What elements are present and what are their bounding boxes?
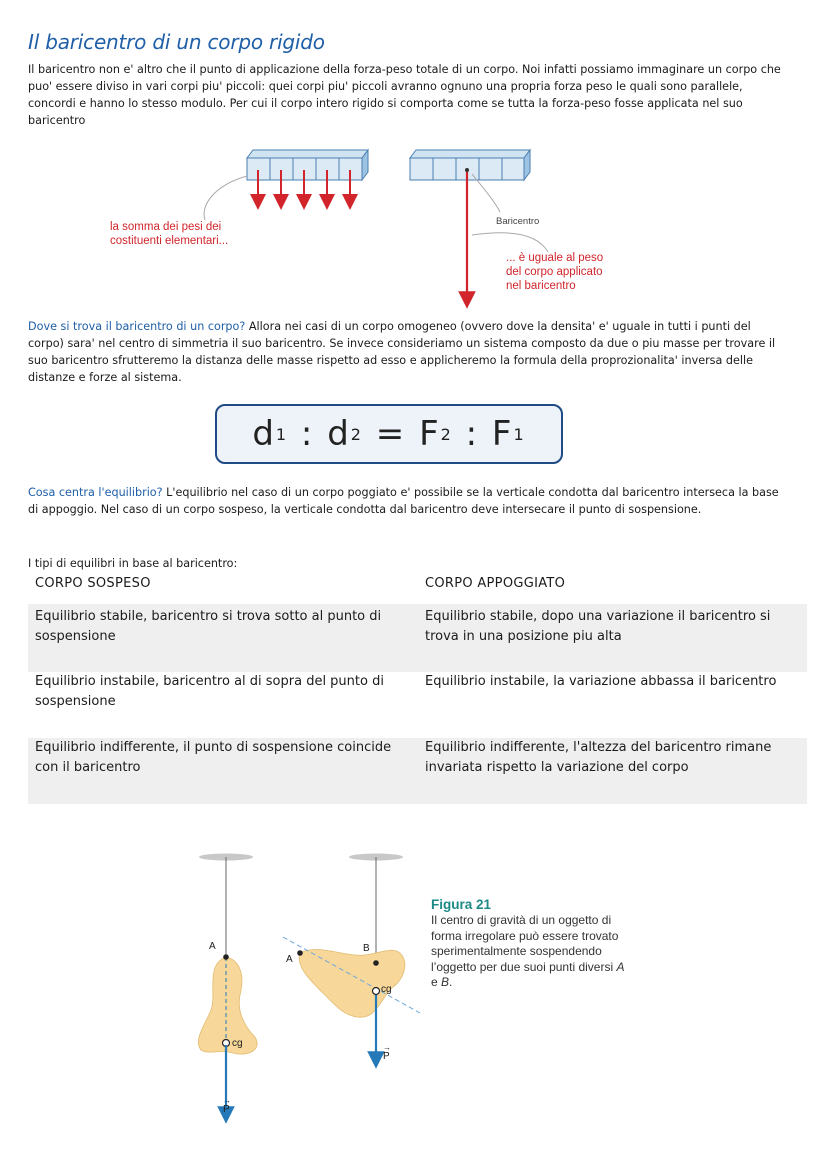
table-row [28,738,807,804]
caption-body: Il centro di gravità di un oggetto di forma irregolare può essere trovato sperimentalmente sospendendo l’oggetto per due suoi punti diversi [431,913,619,974]
figure-center-of-gravity [185,845,445,1125]
table-cell-supported: Equilibrio indifferente, l'altezza del baricentro rimane invariata rispetto la variazione del corpo [425,740,772,775]
formula-d1-sub: 1 [275,424,289,444]
caption-point-a: A [616,959,625,974]
vector-arrow-mark: → [383,1043,391,1052]
formula-box [215,404,563,464]
right-label-line3: nel baricentro [506,280,576,292]
equilibrium-paragraph [28,484,788,518]
leader-line-right [472,233,548,252]
equilibrium-text: L'equilibrio nel caso di un corpo poggiato e' possibile se la verticale condotta dal baricentro interseca la base di appoggio. Nel caso di un corpo sospeso, la verticale condotta dal baricentro deve intersecare il punto di sospensione. [28,486,779,516]
table-cell-supported: Equilibrio stabile, dopo una variazione il baricentro si trova in una posizione piu alta [425,609,771,644]
table-header-suspended: CORPO SOSPESO [35,576,151,591]
figure-caption-text [431,913,631,991]
where-text: Allora nei casi di un corpo omogeneo (ovvero dove la densita' e' uguale in tutti i punti del corpo) sara' nel centro di simmetria il suo baricentro. Se invece consideriamo un sistema composto da due o piu masse per trovare il suo baricentro sfrutteremo la distanza delle masse rispetto ad esso e applicheremo la formula della proprozionalita' inversa delle distanze e forze al sistema. [28,320,776,384]
right-label [506,251,603,293]
right-label-line2: del corpo applicato [506,266,603,278]
page-title: Il baricentro di un corpo rigido [28,30,325,54]
formula-d1: d [252,414,276,454]
table-intro: I tipi di equilibri in base al baricentro: [28,557,238,570]
weight-p-right: P [383,1051,390,1062]
cg-label-right: cg [381,984,392,995]
right-label-line1: ... è uguale al peso [506,252,604,264]
table-row [28,672,807,738]
formula-d2-sub: 2 [350,424,363,444]
left-label [110,220,228,248]
formula-f2-sub: 2 [440,424,453,444]
cg-label-left: cg [232,1038,243,1049]
formula-f1: F [491,414,514,454]
point-b-label: B [363,943,370,954]
figure-caption-title: Figura 21 [431,897,492,912]
weight-p-left: P [223,1104,230,1115]
weight-label-right [383,1043,391,1062]
where-paragraph [28,318,788,386]
formula-d2: d [327,414,351,454]
table-cell-suspended: Equilibrio indifferente, il punto di sospensione coincide con il baricentro [35,740,392,775]
leader-line-left [204,176,247,220]
center-of-gravity-illustration [185,845,445,1125]
formula-equals: = [362,414,420,454]
formula-f1-sub: 1 [513,424,526,444]
left-suspension [198,854,257,1116]
formula-sep1: : [288,414,328,454]
table-cell-suspended: Equilibrio instabile, baricentro al di sopra del punto di sospensione [35,674,384,709]
intro-paragraph: Il baricentro non e' altro che il punto di applicazione della forza-peso totale di un corpo. Noi infatti possiamo immaginare un corpo che puo' essere diviso in vari corpi piu' piccoli: quei corpi piu' piccoli avranno ognuno una propria forza peso le quali sono parallele, concordi e hanno lo stesso modulo. Per cui il corpo intero rigido si comporta come se tutta la forza-peso fosse applicata nel suo baricentro [28,63,781,127]
where-question: Dove si trova il baricentro di un corpo? [28,320,246,333]
baricentro-label: Baricentro [496,216,540,227]
vector-arrow-mark: → [223,1096,231,1105]
formula-sep2: : [452,414,492,454]
caption-and: e [431,975,442,989]
caption-end: . [449,975,453,989]
table-cell-suspended: Equilibrio stabile, baricentro si trova sotto al punto di sospensione [35,609,382,644]
table-row [28,604,807,672]
left-label-line2: costituenti elementari... [110,235,229,247]
weight-label-left [223,1096,231,1115]
point-a-label-right: A [286,954,293,965]
point-a-label-left: A [209,941,216,952]
right-bar [410,150,530,180]
left-label-line1: la somma dei pesi dei [110,221,222,233]
right-suspension [283,854,420,1061]
table-header-supported: CORPO APPOGGIATO [425,576,566,591]
equilibrium-question: Cosa centra l'equilibrio? [28,486,163,499]
figure-weights-diagram [100,140,660,310]
table-cell-supported: Equilibrio instabile, la variazione abbassa il baricentro [425,674,777,689]
formula-f2: F [419,414,441,454]
caption-point-b: B [441,975,450,989]
